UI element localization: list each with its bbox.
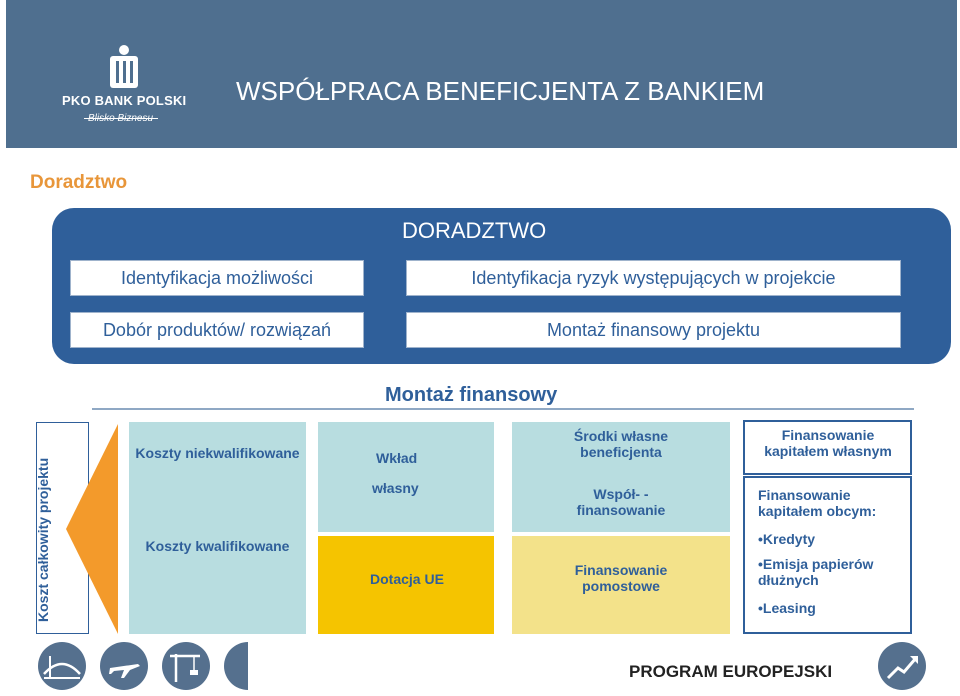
- contribution-label-1: Wkład: [376, 450, 418, 466]
- cofinancing-label: Współ- -finansowanie: [576, 486, 666, 518]
- advisory-title: DORADZTWO: [402, 218, 547, 243]
- program-label: PROGRAM EUROPEJSKI: [629, 662, 833, 681]
- factory-icon: [224, 642, 248, 690]
- bridge-financing-label: Finansowanie pomostowe: [574, 562, 668, 594]
- airplane-icon: [100, 642, 148, 690]
- crane-icon: [162, 642, 210, 690]
- orange-triangle: [66, 424, 120, 634]
- advisory-item-products: Dobór produktów/ rozwiązań: [70, 312, 364, 348]
- cost-nonqualified-text: Koszty niekwalifikowane: [135, 445, 300, 461]
- brand-tagline: Blisko Biznesu: [88, 113, 154, 124]
- external-capital-title: Finansowanie kapitałem obcym:: [758, 487, 877, 519]
- own-contribution-block: [318, 422, 494, 532]
- growth-arrow-icon: [878, 642, 926, 690]
- eu-grant-label: Dotacja UE: [370, 571, 444, 587]
- page-title: WSPÓŁPRACA BENEFICJENTA Z BANKIEM: [236, 76, 765, 106]
- cost-qualified-label: [129, 538, 306, 554]
- financing-title: Montaż finansowy: [385, 384, 558, 406]
- total-cost-label: Koszt całkowity projektu: [35, 457, 51, 622]
- advisory-item-risks: Identyfikacja ryzyk występujących w projekcie: [406, 260, 901, 296]
- own-funds-label: Środki własne beneficjenta: [573, 428, 669, 460]
- brand-name: PKO BANK POLSKI: [62, 93, 187, 108]
- bullet-debt-securities: •Emisja papierów dłużnych: [758, 556, 874, 588]
- bridge-icon: [38, 642, 86, 690]
- cost-qualified-text: Koszty kwalifikowane: [145, 538, 290, 554]
- own-capital-label: Finansowanie kapitałem własnym: [764, 427, 892, 459]
- cost-nonqualified-label: [129, 445, 306, 461]
- contribution-label-2: własny: [372, 480, 419, 496]
- advisory-item-financing: Montaż finansowy projektu: [406, 312, 901, 348]
- divider: [92, 408, 914, 410]
- advisory-item-opportunities: Identyfikacja możliwości: [70, 260, 364, 296]
- section-title: Doradztwo: [30, 172, 128, 193]
- bullet-leasing: •Leasing: [758, 600, 816, 616]
- bullet-credits: •Kredyty: [758, 531, 816, 547]
